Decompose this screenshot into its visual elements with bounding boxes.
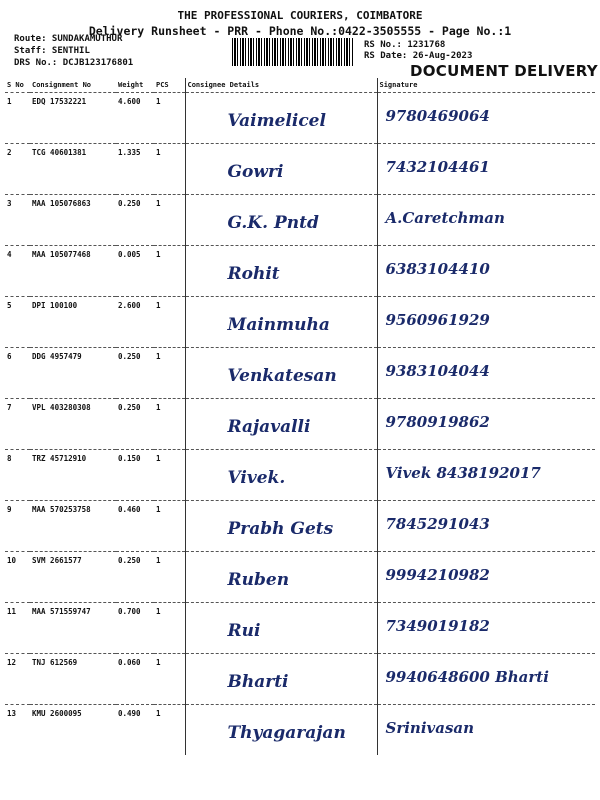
col-sno: S No bbox=[5, 78, 30, 93]
cell-pcs: 1 bbox=[154, 603, 185, 654]
col-weight: Weight bbox=[116, 78, 154, 93]
cell-consignment: MAA 571559747 bbox=[30, 603, 116, 654]
cell-signature bbox=[377, 348, 595, 399]
cell-pcs: 1 bbox=[154, 654, 185, 705]
cell-consignment: TNJ 612569 bbox=[30, 654, 116, 705]
drs-number: DRS No.: DCJB123176801 bbox=[14, 58, 134, 68]
table-row bbox=[5, 399, 595, 450]
cell-pcs: 1 bbox=[154, 501, 185, 552]
consignee-handwriting: Gowri bbox=[227, 162, 284, 182]
cell-sno: 8 bbox=[5, 450, 30, 501]
cell-consignee bbox=[185, 552, 377, 603]
signature-handwriting: Vivek 8438192017 bbox=[385, 464, 541, 482]
cell-consignment: TRZ 45712910 bbox=[30, 450, 116, 501]
cell-pcs: 1 bbox=[154, 195, 185, 246]
cell-signature bbox=[377, 93, 595, 144]
cell-consignment: VPL 403280308 bbox=[30, 399, 116, 450]
cell-consignee bbox=[185, 450, 377, 501]
consignee-handwriting: Prabh Gets bbox=[227, 519, 334, 539]
cell-weight: 4.600 bbox=[116, 93, 154, 144]
cell-signature bbox=[377, 552, 595, 603]
signature-handwriting: 7349019182 bbox=[385, 617, 490, 635]
table-row bbox=[5, 348, 595, 399]
staff-label: Staff: SENTHIL bbox=[14, 46, 90, 56]
cell-consignment: DDG 4957479 bbox=[30, 348, 116, 399]
cell-sno: 7 bbox=[5, 399, 30, 450]
consignee-handwriting: Vivek. bbox=[227, 468, 286, 488]
table-row bbox=[5, 552, 595, 603]
consignee-handwriting: Ruben bbox=[227, 570, 290, 590]
signature-handwriting: A.Caretchman bbox=[385, 209, 505, 227]
cell-weight: 2.600 bbox=[116, 297, 154, 348]
runsheet-title: Delivery Runsheet - PRR - Phone No.:0422-3505555 - Page No.:1 bbox=[88, 24, 512, 38]
cell-signature bbox=[377, 246, 595, 297]
cell-signature bbox=[377, 297, 595, 348]
signature-handwriting: 9994210982 bbox=[385, 566, 490, 584]
cell-weight: 0.460 bbox=[116, 501, 154, 552]
table-header bbox=[5, 78, 595, 93]
cell-consignee bbox=[185, 654, 377, 705]
cell-weight: 0.250 bbox=[116, 348, 154, 399]
table-row bbox=[5, 450, 595, 501]
cell-weight: 0.250 bbox=[116, 552, 154, 603]
cell-consignment: MAA 570253758 bbox=[30, 501, 116, 552]
cell-consignment: TCG 40601381 bbox=[30, 144, 116, 195]
table-row bbox=[5, 144, 595, 195]
cell-consignee bbox=[185, 501, 377, 552]
cell-consignee bbox=[185, 705, 377, 756]
rs-number: RS No.: 1231768 bbox=[364, 40, 446, 50]
cell-consignee bbox=[185, 144, 377, 195]
cell-signature bbox=[377, 603, 595, 654]
cell-sno: 13 bbox=[7, 709, 17, 718]
cell-weight: 0.250 bbox=[116, 399, 154, 450]
table-row bbox=[5, 654, 595, 705]
cell-sno: 9 bbox=[5, 501, 30, 552]
table-row bbox=[5, 195, 595, 246]
cell-consignee bbox=[185, 348, 377, 399]
cell-consignee bbox=[185, 195, 377, 246]
cell-pcs: 1 bbox=[154, 348, 185, 399]
cell-sno: 2 bbox=[5, 144, 30, 195]
signature-handwriting: Srinivasan bbox=[385, 719, 475, 737]
signature-handwriting: 9780469064 bbox=[385, 107, 490, 125]
cell-sno: 3 bbox=[5, 195, 30, 246]
cell-signature bbox=[377, 654, 595, 705]
signature-handwriting: 7432104461 bbox=[385, 158, 490, 176]
document-delivery-stamp: DOCUMENT DELIVERY bbox=[410, 62, 598, 80]
cell-weight: 0.150 bbox=[116, 450, 154, 501]
consignee-handwriting: Venkatesan bbox=[227, 366, 337, 386]
table-row bbox=[5, 246, 595, 297]
cell-consignee bbox=[185, 603, 377, 654]
cell-sno: 10 bbox=[5, 552, 30, 603]
cell-weight: 0.700 bbox=[116, 603, 154, 654]
cell-consignee bbox=[185, 93, 377, 144]
cell-sno: 11 bbox=[5, 603, 30, 654]
cell-pcs: 1 bbox=[154, 552, 185, 603]
cell-weight: 0.250 bbox=[116, 195, 154, 246]
col-signature: Signature bbox=[377, 78, 595, 93]
cell-consignment: KMU 2600095 bbox=[32, 709, 82, 718]
cell-consignment: MAA 105076863 bbox=[30, 195, 116, 246]
signature-handwriting: 9383104044 bbox=[385, 362, 490, 380]
consignee-handwriting: Rohit bbox=[227, 264, 280, 284]
consignee-handwriting: Bharti bbox=[227, 672, 289, 692]
signature-handwriting: 9940648600 Bharti bbox=[385, 668, 549, 686]
cell-consignment: EDQ 17532221 bbox=[30, 93, 116, 144]
cell-sno: 12 bbox=[5, 654, 30, 705]
cell-sno: 1 bbox=[5, 93, 30, 144]
cell-signature bbox=[377, 399, 595, 450]
consignee-handwriting: Vaimelicel bbox=[227, 111, 326, 131]
cell-consignment: DPI 100100 bbox=[30, 297, 116, 348]
table-row bbox=[5, 93, 595, 144]
cell-signature bbox=[377, 450, 595, 501]
cell-sno: 5 bbox=[5, 297, 30, 348]
cell-weight: 0.060 bbox=[116, 654, 154, 705]
consignee-handwriting: Mainmuha bbox=[227, 315, 330, 335]
cell-signature bbox=[377, 501, 595, 552]
col-consignee: Consignee Details bbox=[185, 78, 377, 93]
consignee-handwriting: Rajavalli bbox=[227, 417, 311, 437]
runsheet-table bbox=[5, 78, 595, 755]
consignee-handwriting: Thyagarajan bbox=[227, 723, 346, 743]
cell-pcs: 1 bbox=[154, 450, 185, 501]
table-row bbox=[5, 705, 595, 756]
cell-signature bbox=[377, 195, 595, 246]
cell-weight: 1.335 bbox=[116, 144, 154, 195]
cell-consignee bbox=[185, 399, 377, 450]
cell-pcs: 1 bbox=[154, 246, 185, 297]
barcode bbox=[232, 38, 354, 66]
cell-pcs: 1 bbox=[154, 93, 185, 144]
rs-date: RS Date: 26-Aug-2023 bbox=[364, 51, 473, 61]
cell-consignment: MAA 105077468 bbox=[30, 246, 116, 297]
table-row bbox=[5, 297, 595, 348]
cell-consignment: SVM 2661577 bbox=[30, 552, 116, 603]
cell-signature bbox=[377, 705, 595, 756]
cell-consignee bbox=[185, 297, 377, 348]
col-consignment: Consignment No bbox=[30, 78, 116, 93]
cell-sno: 6 bbox=[5, 348, 30, 399]
signature-handwriting: 6383104410 bbox=[385, 260, 490, 278]
route-label: Route: SUNDAKAMUTHUR bbox=[14, 34, 123, 44]
cell-sno: 4 bbox=[5, 246, 30, 297]
cell-pcs: 1 bbox=[154, 297, 185, 348]
cell-weight: 0.005 bbox=[116, 246, 154, 297]
cell-weight: 0.490 bbox=[118, 709, 141, 718]
cell-pcs: 1 bbox=[154, 399, 185, 450]
cell-consignee bbox=[185, 246, 377, 297]
signature-handwriting: 9780919862 bbox=[385, 413, 490, 431]
table-row bbox=[5, 501, 595, 552]
col-pcs: PCS bbox=[154, 78, 185, 93]
consignee-handwriting: Rui bbox=[227, 621, 261, 641]
signature-handwriting: 7845291043 bbox=[385, 515, 490, 533]
cell-signature bbox=[377, 144, 595, 195]
company-title: THE PROFESSIONAL COURIERS, COIMBATORE bbox=[177, 9, 423, 22]
signature-handwriting: 9560961929 bbox=[385, 311, 490, 329]
table-row bbox=[5, 603, 595, 654]
cell-pcs: 1 bbox=[154, 144, 185, 195]
cell-pcs: 1 bbox=[156, 709, 161, 718]
consignee-handwriting: G.K. Pntd bbox=[227, 213, 319, 233]
